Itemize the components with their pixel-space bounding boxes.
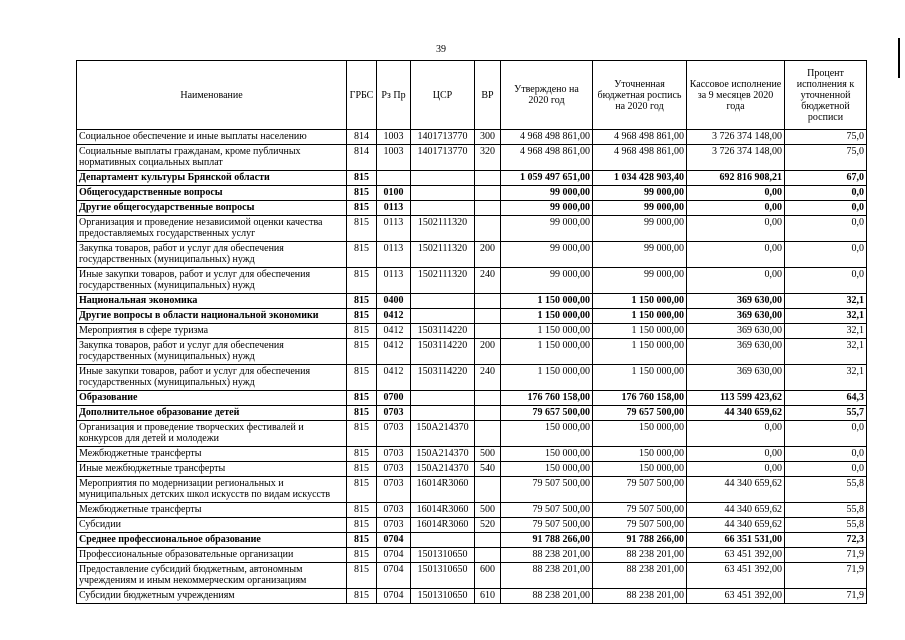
table-row [77, 421, 867, 447]
cell-name: Другие вопросы в области национальной экономики [77, 309, 347, 324]
cell-vr [475, 421, 501, 447]
cell-cash: 3 726 374 148,00 [687, 145, 785, 171]
cell-revised: 79 507 500,00 [593, 477, 687, 503]
cell-rzpr: 1003 [377, 130, 411, 145]
table-row [77, 171, 867, 186]
cell-approved: 150 000,00 [501, 447, 593, 462]
cell-revised: 4 968 498 861,00 [593, 130, 687, 145]
cell-vr [475, 216, 501, 242]
cell-pct: 55,8 [785, 518, 867, 533]
table-row [77, 548, 867, 563]
cell-cash: 369 630,00 [687, 324, 785, 339]
cell-revised: 99 000,00 [593, 186, 687, 201]
cell-pct: 55,8 [785, 503, 867, 518]
table-row [77, 145, 867, 171]
cell-revised: 1 150 000,00 [593, 365, 687, 391]
cell-approved: 91 788 266,00 [501, 533, 593, 548]
cell-approved: 1 059 497 651,00 [501, 171, 593, 186]
cell-approved: 88 238 201,00 [501, 548, 593, 563]
cell-approved: 176 760 158,00 [501, 391, 593, 406]
cell-approved: 79 507 500,00 [501, 477, 593, 503]
table-header-row [77, 61, 867, 130]
table-row [77, 462, 867, 477]
cell-cash: 369 630,00 [687, 339, 785, 365]
cell-pct: 32,1 [785, 324, 867, 339]
cell-revised: 79 507 500,00 [593, 518, 687, 533]
cell-approved: 1 150 000,00 [501, 294, 593, 309]
cell-approved: 99 000,00 [501, 201, 593, 216]
cell-csr: 150А214370 [411, 447, 475, 462]
cell-revised: 88 238 201,00 [593, 589, 687, 604]
cell-grbs: 815 [347, 563, 377, 589]
cell-rzpr: 0703 [377, 447, 411, 462]
cell-rzpr: 0703 [377, 503, 411, 518]
cell-grbs: 815 [347, 294, 377, 309]
cell-vr: 500 [475, 447, 501, 462]
cell-rzpr: 0704 [377, 589, 411, 604]
cell-pct: 32,1 [785, 339, 867, 365]
margin-line [898, 38, 900, 78]
cell-pct: 67,0 [785, 171, 867, 186]
page-number: 39 [436, 44, 446, 55]
cell-grbs: 815 [347, 339, 377, 365]
cell-csr [411, 391, 475, 406]
cell-name: Межбюджетные трансферты [77, 503, 347, 518]
cell-rzpr: 0113 [377, 216, 411, 242]
cell-vr: 240 [475, 365, 501, 391]
cell-revised: 99 000,00 [593, 201, 687, 216]
cell-grbs: 815 [347, 216, 377, 242]
cell-pct: 64,3 [785, 391, 867, 406]
cell-rzpr: 0703 [377, 421, 411, 447]
table-row [77, 130, 867, 145]
cell-csr: 1503114220 [411, 339, 475, 365]
cell-name: Мероприятия по модернизации региональных и муниципальных детских школ искусств по видам искусств [77, 477, 347, 503]
table-row [77, 589, 867, 604]
cell-csr: 16014R3060 [411, 518, 475, 533]
table-row [77, 477, 867, 503]
cell-name: Организация и проведение творческих фестивалей и конкурсов для детей и молодежи [77, 421, 347, 447]
cell-cash: 0,00 [687, 216, 785, 242]
cell-name: Закупка товаров, работ и услуг для обеспечения государственных (муниципальных) нужд [77, 339, 347, 365]
cell-name: Межбюджетные трансферты [77, 447, 347, 462]
cell-approved: 1 150 000,00 [501, 339, 593, 365]
cell-vr [475, 171, 501, 186]
table-row [77, 518, 867, 533]
cell-csr: 150А214370 [411, 421, 475, 447]
cell-pct: 0,0 [785, 242, 867, 268]
cell-approved: 1 150 000,00 [501, 324, 593, 339]
cell-grbs: 815 [347, 421, 377, 447]
cell-cash: 44 340 659,62 [687, 477, 785, 503]
cell-name: Профессиональные образовательные организации [77, 548, 347, 563]
cell-vr [475, 477, 501, 503]
cell-name: Другие общегосударственные вопросы [77, 201, 347, 216]
cell-approved: 88 238 201,00 [501, 589, 593, 604]
cell-cash: 0,00 [687, 201, 785, 216]
cell-approved: 99 000,00 [501, 242, 593, 268]
cell-vr [475, 391, 501, 406]
header-name: Наименование [77, 61, 347, 130]
cell-approved: 150 000,00 [501, 421, 593, 447]
cell-rzpr: 0412 [377, 365, 411, 391]
cell-rzpr: 0704 [377, 533, 411, 548]
table-row [77, 365, 867, 391]
cell-name: Социальные выплаты гражданам, кроме публичных нормативных социальных выплат [77, 145, 347, 171]
table-row [77, 186, 867, 201]
cell-revised: 1 150 000,00 [593, 339, 687, 365]
cell-grbs: 815 [347, 477, 377, 503]
cell-vr: 240 [475, 268, 501, 294]
cell-csr: 16014R3060 [411, 477, 475, 503]
cell-name: Общегосударственные вопросы [77, 186, 347, 201]
cell-grbs: 815 [347, 171, 377, 186]
cell-cash: 113 599 423,62 [687, 391, 785, 406]
cell-csr [411, 406, 475, 421]
cell-grbs: 815 [347, 447, 377, 462]
header-approved: Утверждено на 2020 год [501, 61, 593, 130]
cell-rzpr: 0704 [377, 548, 411, 563]
cell-vr: 300 [475, 130, 501, 145]
cell-pct: 0,0 [785, 201, 867, 216]
cell-grbs: 815 [347, 406, 377, 421]
cell-csr [411, 201, 475, 216]
cell-pct: 0,0 [785, 216, 867, 242]
cell-name: Департамент культуры Брянской области [77, 171, 347, 186]
header-grbs: ГРБС [347, 61, 377, 130]
cell-rzpr [377, 171, 411, 186]
cell-cash: 63 451 392,00 [687, 589, 785, 604]
cell-revised: 99 000,00 [593, 268, 687, 294]
cell-name: Социальное обеспечение и иные выплаты населению [77, 130, 347, 145]
table-row [77, 533, 867, 548]
cell-name: Иные закупки товаров, работ и услуг для обеспечения государственных (муниципальных) нужд [77, 365, 347, 391]
cell-vr [475, 294, 501, 309]
cell-revised: 150 000,00 [593, 421, 687, 447]
cell-pct: 0,0 [785, 447, 867, 462]
cell-rzpr: 0113 [377, 242, 411, 268]
table-row [77, 216, 867, 242]
cell-grbs: 815 [347, 589, 377, 604]
cell-rzpr: 0113 [377, 268, 411, 294]
cell-rzpr: 0703 [377, 518, 411, 533]
budget-table [76, 60, 867, 604]
table-row [77, 447, 867, 462]
cell-pct: 55,7 [785, 406, 867, 421]
cell-csr [411, 171, 475, 186]
cell-name: Мероприятия в сфере туризма [77, 324, 347, 339]
cell-vr: 610 [475, 589, 501, 604]
cell-cash: 0,00 [687, 447, 785, 462]
cell-grbs: 814 [347, 130, 377, 145]
cell-name: Среднее профессиональное образование [77, 533, 347, 548]
cell-pct: 75,0 [785, 130, 867, 145]
cell-vr [475, 533, 501, 548]
cell-name: Иные межбюджетные трансферты [77, 462, 347, 477]
header-rzpr: Рз Пр [377, 61, 411, 130]
cell-cash: 44 340 659,62 [687, 503, 785, 518]
cell-revised: 88 238 201,00 [593, 548, 687, 563]
cell-approved: 79 507 500,00 [501, 503, 593, 518]
cell-name: Иные закупки товаров, работ и услуг для обеспечения государственных (муниципальных) нужд [77, 268, 347, 294]
cell-name: Организация и проведение независимой оценки качества предоставляемых государственных услуг [77, 216, 347, 242]
cell-rzpr: 0113 [377, 201, 411, 216]
table-row [77, 324, 867, 339]
cell-vr [475, 309, 501, 324]
cell-grbs: 815 [347, 309, 377, 324]
table-row [77, 294, 867, 309]
cell-grbs: 815 [347, 533, 377, 548]
cell-approved: 4 968 498 861,00 [501, 145, 593, 171]
cell-approved: 1 150 000,00 [501, 365, 593, 391]
table-row [77, 503, 867, 518]
cell-rzpr: 0412 [377, 339, 411, 365]
cell-revised: 88 238 201,00 [593, 563, 687, 589]
cell-pct: 32,1 [785, 294, 867, 309]
header-vr: ВР [475, 61, 501, 130]
cell-approved: 99 000,00 [501, 268, 593, 294]
cell-cash: 692 816 908,21 [687, 171, 785, 186]
cell-revised: 1 150 000,00 [593, 324, 687, 339]
cell-approved: 1 150 000,00 [501, 309, 593, 324]
cell-csr: 1501310650 [411, 563, 475, 589]
cell-csr: 150А214370 [411, 462, 475, 477]
cell-approved: 99 000,00 [501, 186, 593, 201]
cell-csr: 1502111320 [411, 268, 475, 294]
cell-vr: 200 [475, 242, 501, 268]
cell-rzpr: 0704 [377, 563, 411, 589]
cell-csr [411, 533, 475, 548]
cell-csr: 1401713770 [411, 130, 475, 145]
cell-name: Предоставление субсидий бюджетным, автономным учреждениям и иным некоммерческим организациям [77, 563, 347, 589]
cell-revised: 1 034 428 903,40 [593, 171, 687, 186]
cell-rzpr: 0703 [377, 477, 411, 503]
cell-cash: 63 451 392,00 [687, 563, 785, 589]
cell-csr: 1503114220 [411, 365, 475, 391]
header-revised: Уточненная бюджетная роспись на 2020 год [593, 61, 687, 130]
table-row [77, 406, 867, 421]
table-row [77, 309, 867, 324]
cell-rzpr: 0412 [377, 309, 411, 324]
cell-rzpr: 0100 [377, 186, 411, 201]
cell-revised: 99 000,00 [593, 216, 687, 242]
cell-grbs: 815 [347, 242, 377, 268]
cell-vr [475, 324, 501, 339]
cell-cash: 66 351 531,00 [687, 533, 785, 548]
table-row [77, 242, 867, 268]
cell-csr [411, 294, 475, 309]
cell-vr [475, 548, 501, 563]
cell-approved: 88 238 201,00 [501, 563, 593, 589]
table-row [77, 391, 867, 406]
cell-vr: 200 [475, 339, 501, 365]
header-csr: ЦСР [411, 61, 475, 130]
cell-approved: 79 657 500,00 [501, 406, 593, 421]
cell-rzpr: 0703 [377, 406, 411, 421]
cell-vr [475, 406, 501, 421]
cell-cash: 63 451 392,00 [687, 548, 785, 563]
cell-name: Субсидии бюджетным учреждениям [77, 589, 347, 604]
cell-vr [475, 201, 501, 216]
cell-cash: 0,00 [687, 242, 785, 268]
cell-name: Национальная экономика [77, 294, 347, 309]
cell-revised: 1 150 000,00 [593, 309, 687, 324]
cell-csr: 1501310650 [411, 589, 475, 604]
cell-name: Закупка товаров, работ и услуг для обеспечения государственных (муниципальных) нужд [77, 242, 347, 268]
cell-rzpr: 0703 [377, 462, 411, 477]
cell-pct: 32,1 [785, 309, 867, 324]
cell-revised: 91 788 266,00 [593, 533, 687, 548]
cell-revised: 150 000,00 [593, 447, 687, 462]
cell-cash: 369 630,00 [687, 365, 785, 391]
cell-approved: 4 968 498 861,00 [501, 130, 593, 145]
cell-vr: 520 [475, 518, 501, 533]
cell-cash: 44 340 659,62 [687, 518, 785, 533]
cell-revised: 99 000,00 [593, 242, 687, 268]
cell-revised: 79 657 500,00 [593, 406, 687, 421]
cell-cash: 369 630,00 [687, 294, 785, 309]
cell-rzpr: 0700 [377, 391, 411, 406]
cell-pct: 71,9 [785, 548, 867, 563]
cell-grbs: 815 [347, 268, 377, 294]
table-row [77, 268, 867, 294]
cell-pct: 55,8 [785, 477, 867, 503]
cell-csr: 16014R3060 [411, 503, 475, 518]
cell-approved: 99 000,00 [501, 216, 593, 242]
cell-grbs: 815 [347, 462, 377, 477]
cell-cash: 0,00 [687, 186, 785, 201]
cell-grbs: 815 [347, 391, 377, 406]
cell-revised: 176 760 158,00 [593, 391, 687, 406]
cell-pct: 71,9 [785, 563, 867, 589]
cell-vr [475, 186, 501, 201]
cell-name: Образование [77, 391, 347, 406]
table-row [77, 563, 867, 589]
cell-name: Дополнительное образование детей [77, 406, 347, 421]
cell-pct: 0,0 [785, 421, 867, 447]
cell-rzpr: 0412 [377, 324, 411, 339]
cell-revised: 4 968 498 861,00 [593, 145, 687, 171]
cell-pct: 75,0 [785, 145, 867, 171]
cell-cash: 0,00 [687, 268, 785, 294]
cell-csr [411, 309, 475, 324]
cell-cash: 369 630,00 [687, 309, 785, 324]
cell-revised: 150 000,00 [593, 462, 687, 477]
cell-csr: 1503114220 [411, 324, 475, 339]
cell-revised: 1 150 000,00 [593, 294, 687, 309]
cell-cash: 0,00 [687, 462, 785, 477]
cell-grbs: 815 [347, 324, 377, 339]
cell-csr: 1502111320 [411, 242, 475, 268]
cell-approved: 79 507 500,00 [501, 518, 593, 533]
cell-vr: 600 [475, 563, 501, 589]
cell-name: Субсидии [77, 518, 347, 533]
cell-cash: 3 726 374 148,00 [687, 130, 785, 145]
cell-revised: 79 507 500,00 [593, 503, 687, 518]
cell-vr: 320 [475, 145, 501, 171]
cell-csr: 1501310650 [411, 548, 475, 563]
cell-grbs: 815 [347, 503, 377, 518]
header-cash: Кассовое исполнение за 9 месяцев 2020 года [687, 61, 785, 130]
header-percent: Процент исполнения к уточненной бюджетной росписи [785, 61, 867, 130]
cell-vr: 500 [475, 503, 501, 518]
cell-rzpr: 1003 [377, 145, 411, 171]
cell-pct: 32,1 [785, 365, 867, 391]
table-body [77, 130, 867, 604]
table-row [77, 339, 867, 365]
cell-grbs: 815 [347, 518, 377, 533]
cell-grbs: 815 [347, 548, 377, 563]
cell-pct: 0,0 [785, 462, 867, 477]
cell-grbs: 814 [347, 145, 377, 171]
cell-cash: 0,00 [687, 421, 785, 447]
cell-cash: 44 340 659,62 [687, 406, 785, 421]
cell-pct: 0,0 [785, 186, 867, 201]
cell-approved: 150 000,00 [501, 462, 593, 477]
cell-grbs: 815 [347, 186, 377, 201]
cell-csr: 1401713770 [411, 145, 475, 171]
cell-grbs: 815 [347, 365, 377, 391]
cell-csr [411, 186, 475, 201]
cell-pct: 72,3 [785, 533, 867, 548]
cell-pct: 0,0 [785, 268, 867, 294]
cell-grbs: 815 [347, 201, 377, 216]
cell-pct: 71,9 [785, 589, 867, 604]
cell-rzpr: 0400 [377, 294, 411, 309]
cell-csr: 1502111320 [411, 216, 475, 242]
cell-vr: 540 [475, 462, 501, 477]
table-row [77, 201, 867, 216]
